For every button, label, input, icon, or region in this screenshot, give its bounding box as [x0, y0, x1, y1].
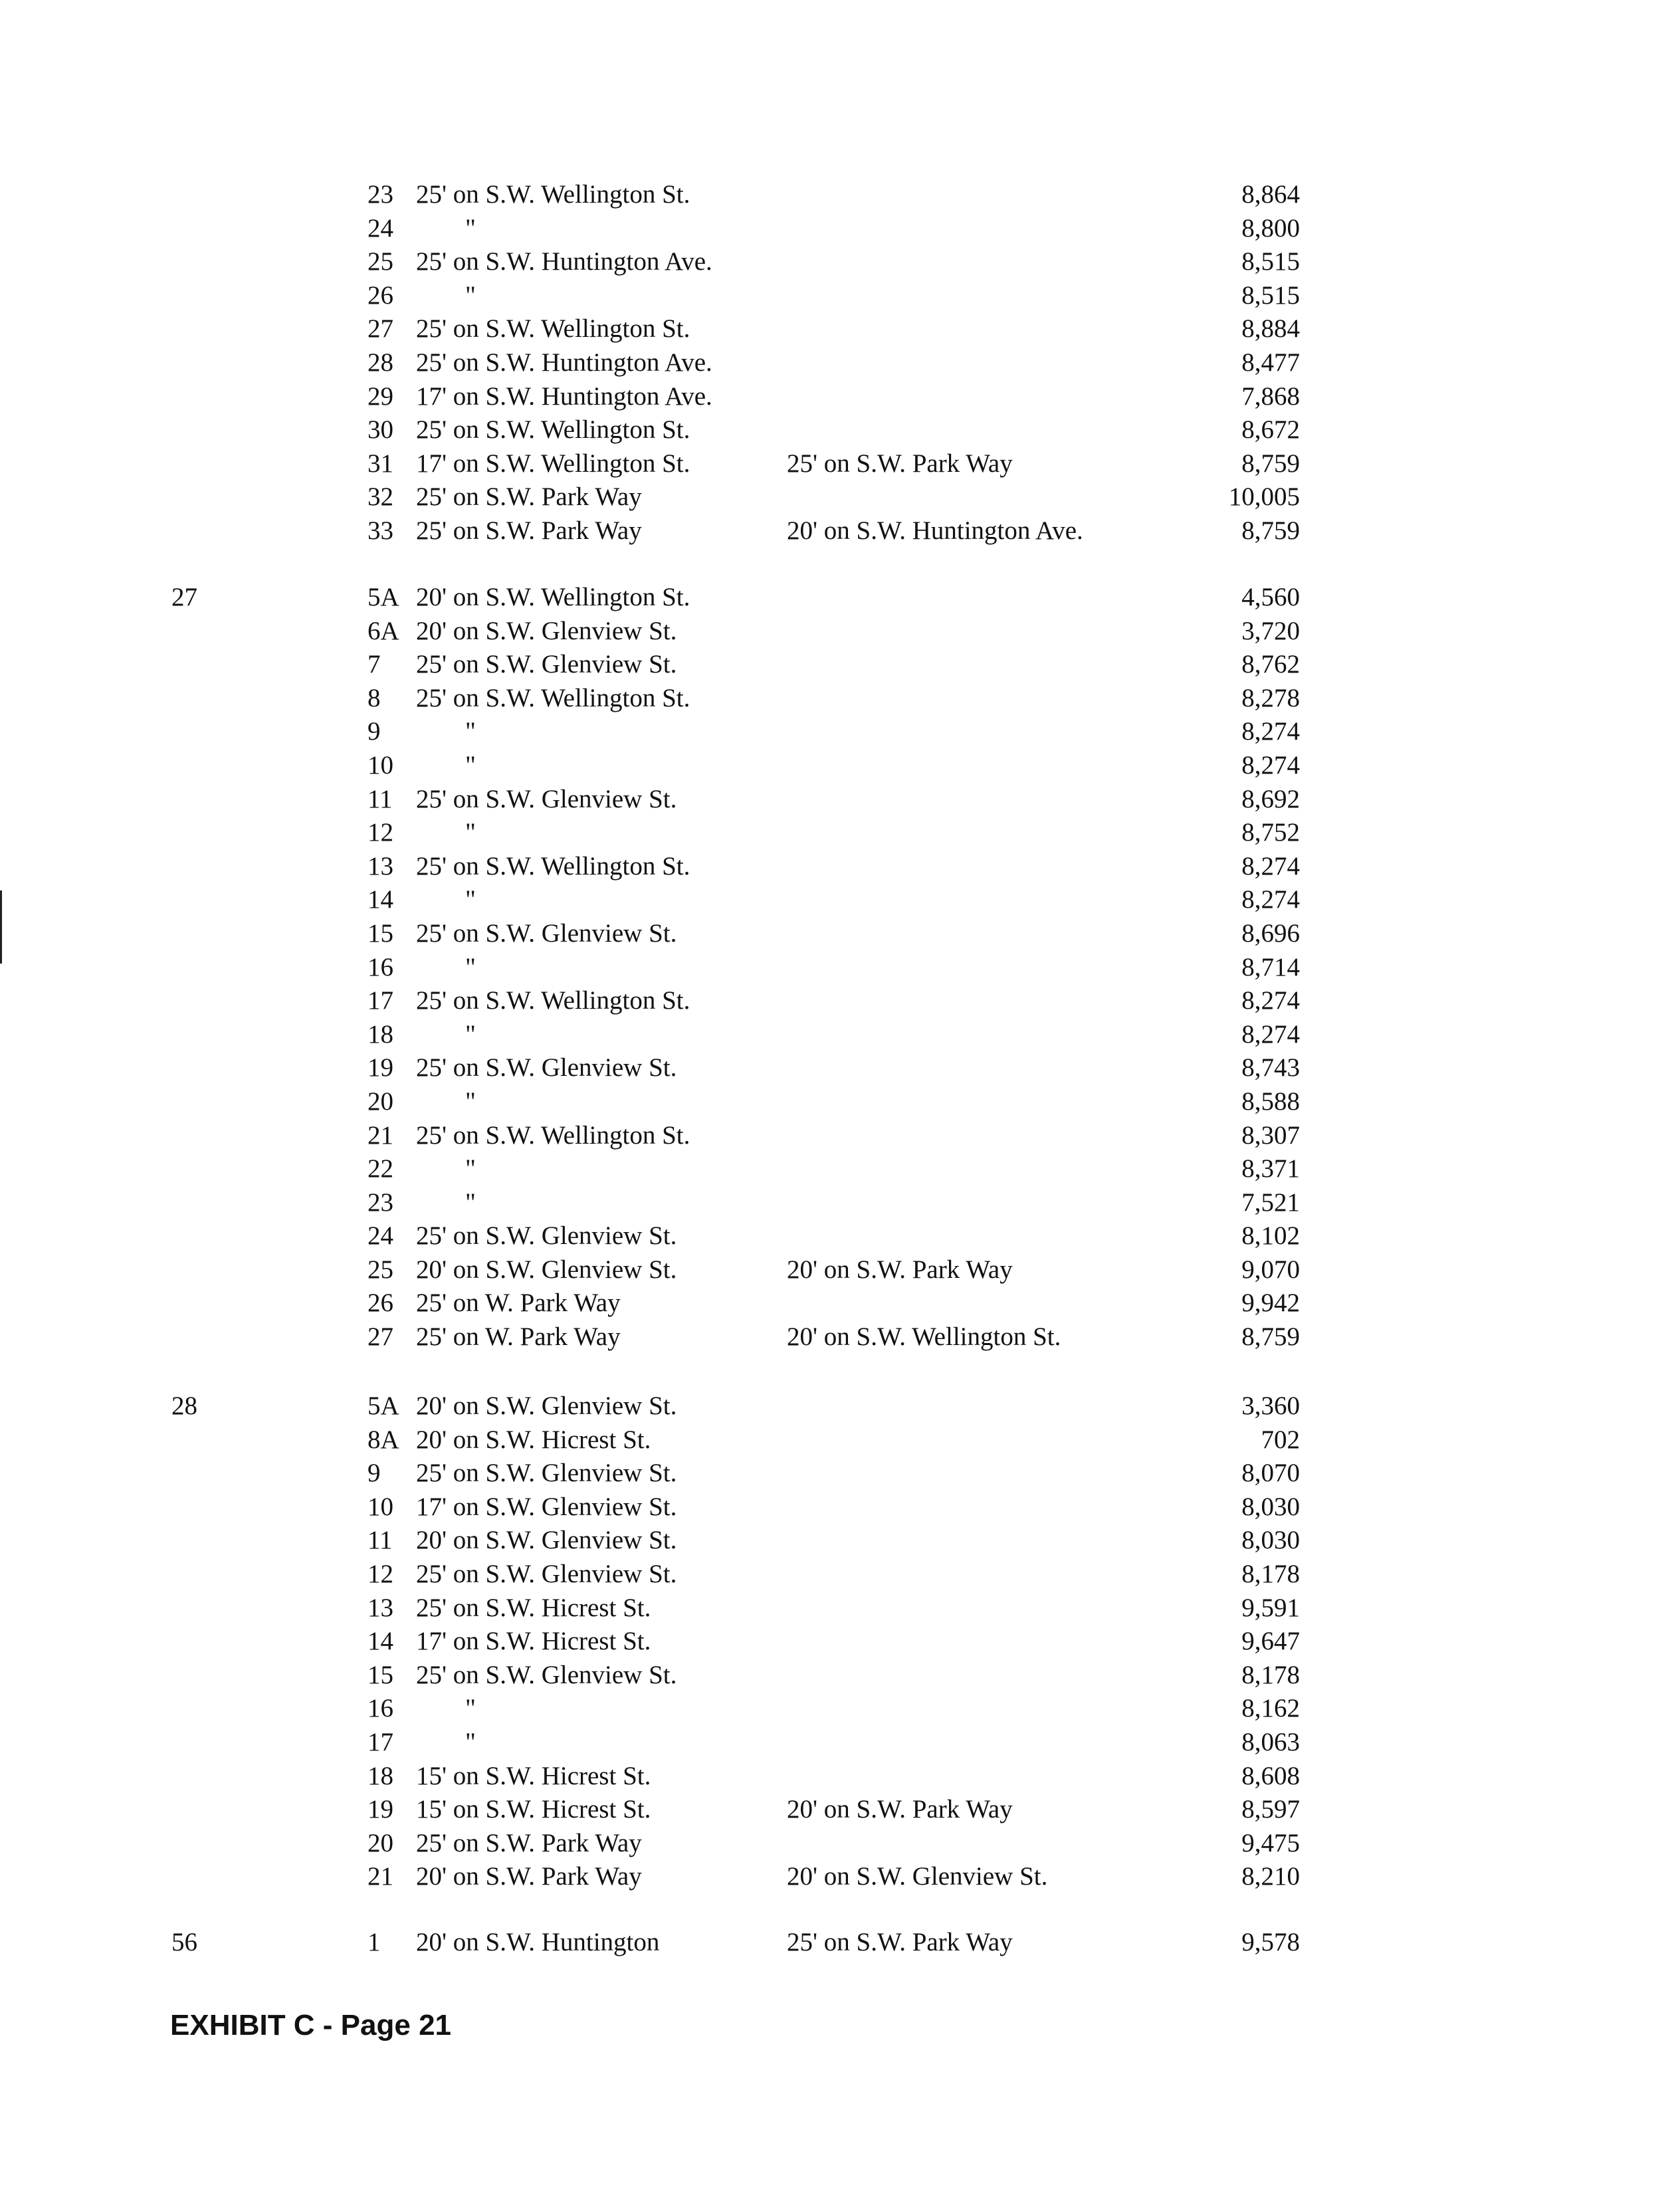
lot-area: 8,762: [1241, 650, 1300, 679]
lot-area: 8,515: [1241, 280, 1300, 310]
table-row: [0, 984, 1680, 1018]
frontage-primary: 25' on W. Park Way: [416, 1322, 621, 1352]
lot-number: 33: [368, 516, 393, 545]
page-footer: EXHIBIT C - Page 21: [170, 2009, 452, 2041]
frontage-primary: ": [465, 885, 476, 914]
lot-area: 8,162: [1241, 1694, 1300, 1723]
lot-area: 8,692: [1241, 784, 1300, 813]
frontage-primary: 17' on S.W. Huntington Ave.: [416, 381, 712, 411]
lot-number: 26: [368, 1289, 393, 1318]
lot-number: 14: [368, 1627, 393, 1656]
lot-number: 32: [368, 482, 393, 512]
frontage-primary: 25' on S.W. Hicrest St.: [416, 1593, 651, 1622]
frontage-primary: 25' on S.W. Wellington St.: [416, 986, 690, 1015]
lot-number: 20: [368, 1087, 393, 1116]
table-row: [0, 212, 1680, 246]
frontage-primary: ": [465, 213, 476, 243]
lot-rows: [0, 581, 1680, 1354]
lot-area: 8,759: [1241, 1322, 1300, 1352]
frontage-primary: 25' on S.W. Wellington St.: [416, 683, 690, 712]
table-row: [0, 1152, 1680, 1186]
frontage-primary: 25' on S.W. Huntington Ave.: [416, 348, 712, 377]
table-row: [0, 1320, 1680, 1354]
frontage-primary: 25' on S.W. Wellington St.: [416, 314, 690, 344]
lot-number: 5A: [368, 1392, 399, 1420]
lot-number: 29: [368, 381, 393, 411]
lot-area: 8,759: [1241, 516, 1300, 545]
frontage-primary: ": [465, 717, 476, 746]
lot-number: 19: [368, 1795, 393, 1824]
table-row: [0, 1491, 1680, 1524]
lot-number: 17: [368, 986, 393, 1015]
lot-area: 8,274: [1241, 851, 1300, 881]
lot-rows: [0, 1926, 1680, 1960]
lot-area: 8,371: [1241, 1154, 1300, 1184]
frontage-primary: 17' on S.W. Glenview St.: [416, 1492, 677, 1521]
frontage-primary: ": [465, 1019, 476, 1049]
table-row: [0, 1423, 1680, 1457]
lot-number: 5A: [368, 583, 399, 611]
table-row: [0, 1692, 1680, 1726]
lot-rows: [0, 178, 1680, 548]
lot-number: 13: [368, 851, 393, 881]
table-row: [0, 1625, 1680, 1659]
frontage-primary: 20' on S.W. Glenview St.: [416, 1255, 677, 1284]
table-row: [0, 783, 1680, 817]
lot-number: 25: [368, 247, 393, 276]
table-row: [0, 1926, 1680, 1960]
frontage-secondary: 20' on S.W. Park Way: [787, 1255, 1013, 1284]
table-row: [0, 447, 1680, 481]
lot-number: 1: [368, 1928, 381, 1956]
frontage-secondary: 20' on S.W. Wellington St.: [787, 1322, 1061, 1352]
table-row: [0, 1558, 1680, 1592]
frontage-primary: 17' on S.W. Wellington St.: [416, 449, 690, 478]
frontage-primary: 20' on S.W. Glenview St.: [416, 616, 677, 645]
lot-area: 8,178: [1241, 1559, 1300, 1588]
frontage-primary: ": [465, 280, 476, 310]
lot-number: 21: [368, 1862, 393, 1891]
frontage-primary: ": [465, 750, 476, 780]
frontage-secondary: 25' on S.W. Park Way: [787, 1928, 1013, 1956]
table-row: [0, 346, 1680, 380]
table-row: [0, 245, 1680, 279]
lot-area: 8,030: [1241, 1492, 1300, 1521]
frontage-primary: 20' on S.W. Huntington: [416, 1928, 660, 1956]
lot-number: 7: [368, 650, 381, 679]
table-row: [0, 1390, 1680, 1423]
lot-number: 20: [368, 1828, 393, 1857]
table-row: [0, 1524, 1680, 1558]
lot-number: 12: [368, 818, 393, 847]
frontage-primary: 25' on S.W. Glenview St.: [416, 918, 677, 948]
lot-area: 10,005: [1228, 482, 1300, 512]
table-row: [0, 682, 1680, 716]
frontage-primary: 25' on S.W. Park Way: [416, 482, 642, 512]
frontage-primary: 20' on S.W. Hicrest St.: [416, 1425, 651, 1454]
lot-number: 11: [368, 1526, 393, 1555]
lot-area: 8,477: [1241, 348, 1300, 377]
lot-number: 16: [368, 1694, 393, 1723]
frontage-secondary: 25' on S.W. Park Way: [787, 449, 1013, 478]
table-row: [0, 1793, 1680, 1827]
lot-number: 24: [368, 213, 393, 243]
lot-area: 8,178: [1241, 1660, 1300, 1689]
lot-number: 15: [368, 1660, 393, 1689]
table-row: [0, 178, 1680, 212]
block-number: 28: [171, 1392, 197, 1420]
lot-number: 6A: [368, 616, 399, 645]
lot-area: 8,864: [1241, 180, 1300, 209]
frontage-primary: 25' on S.W. Glenview St.: [416, 1559, 677, 1588]
lot-area: 8,274: [1241, 1019, 1300, 1049]
lot-number: 8: [368, 683, 381, 712]
frontage-primary: ": [465, 1188, 476, 1217]
lot-number: 17: [368, 1727, 393, 1756]
table-row: [0, 1085, 1680, 1119]
frontage-primary: 20' on S.W. Glenview St.: [416, 1526, 677, 1555]
block-number: 56: [171, 1928, 197, 1956]
lot-number: 10: [368, 1492, 393, 1521]
lot-number: 23: [368, 1188, 393, 1217]
lot-area: 8,274: [1241, 717, 1300, 746]
table-row: [0, 480, 1680, 514]
lot-number: 10: [368, 750, 393, 780]
lot-area: 8,515: [1241, 247, 1300, 276]
frontage-primary: 20' on S.W. Wellington St.: [416, 583, 690, 611]
frontage-secondary: 20' on S.W. Huntington Ave.: [787, 516, 1083, 545]
frontage-primary: ": [465, 818, 476, 847]
lot-area: 8,597: [1241, 1795, 1300, 1824]
lot-area: 8,696: [1241, 918, 1300, 948]
table-row: [0, 1018, 1680, 1052]
table-row: [0, 1827, 1680, 1861]
lot-number: 13: [368, 1593, 393, 1622]
frontage-primary: 15' on S.W. Hicrest St.: [416, 1795, 651, 1824]
lot-area: 8,608: [1241, 1761, 1300, 1790]
table-row: [0, 1860, 1680, 1894]
frontage-secondary: 20' on S.W. Park Way: [787, 1795, 1013, 1824]
lot-number: 12: [368, 1559, 393, 1588]
lot-area: 8,714: [1241, 952, 1300, 982]
lot-number: 21: [368, 1120, 393, 1150]
frontage-primary: 25' on S.W. Wellington St.: [416, 851, 690, 881]
table-row: [0, 1592, 1680, 1625]
lot-area: 8,278: [1241, 683, 1300, 712]
lot-area: 8,210: [1241, 1862, 1300, 1891]
lot-number: 31: [368, 449, 393, 478]
table-row: [0, 1051, 1680, 1085]
lot-area: 9,647: [1241, 1627, 1300, 1656]
table-row: [0, 1726, 1680, 1760]
lot-area: 8,063: [1241, 1727, 1300, 1756]
table-row: [0, 715, 1680, 749]
frontage-primary: ": [465, 1694, 476, 1723]
lot-area: 8,070: [1241, 1459, 1300, 1488]
frontage-primary: 25' on S.W. Glenview St.: [416, 650, 677, 679]
table-row: [0, 883, 1680, 917]
frontage-primary: 17' on S.W. Hicrest St.: [416, 1627, 651, 1656]
lot-number: 9: [368, 1459, 381, 1488]
lot-area: 9,942: [1241, 1289, 1300, 1318]
lot-area: 8,307: [1241, 1120, 1300, 1150]
table-row: [0, 1219, 1680, 1253]
frontage-primary: 25' on S.W. Wellington St.: [416, 415, 690, 445]
frontage-primary: 25' on S.W. Glenview St.: [416, 784, 677, 813]
table-row: [0, 312, 1680, 346]
lot-number: 18: [368, 1761, 393, 1790]
block-number: 27: [171, 583, 197, 611]
table-row: [0, 1659, 1680, 1693]
lot-number: 27: [368, 314, 393, 344]
frontage-primary: 15' on S.W. Hicrest St.: [416, 1761, 651, 1790]
lot-area: 8,759: [1241, 449, 1300, 478]
lot-area: 8,672: [1241, 415, 1300, 445]
lot-number: 30: [368, 415, 393, 445]
frontage-primary: 25' on S.W. Glenview St.: [416, 1053, 677, 1083]
lot-number: 26: [368, 280, 393, 310]
frontage-primary: 20' on S.W. Glenview St.: [416, 1392, 677, 1420]
lot-area: 9,070: [1241, 1255, 1300, 1284]
lot-number: 15: [368, 918, 393, 948]
lot-area: 9,591: [1241, 1593, 1300, 1622]
table-row: [0, 1287, 1680, 1320]
frontage-primary: 25' on S.W. Glenview St.: [416, 1221, 677, 1251]
lot-area: 4,560: [1241, 583, 1300, 611]
lot-number: 23: [368, 180, 393, 209]
lot-number: 14: [368, 885, 393, 914]
frontage-primary: 20' on S.W. Park Way: [416, 1862, 642, 1891]
lot-number: 24: [368, 1221, 393, 1251]
lot-rows: [0, 1390, 1680, 1894]
lot-area: 3,720: [1241, 616, 1300, 645]
lot-area: 8,274: [1241, 885, 1300, 914]
table-row: [0, 279, 1680, 313]
lot-number: 22: [368, 1154, 393, 1184]
lot-number: 27: [368, 1322, 393, 1352]
frontage-primary: ": [465, 1087, 476, 1116]
lot-area: 8,274: [1241, 986, 1300, 1015]
frontage-primary: ": [465, 952, 476, 982]
lot-area: 8,274: [1241, 750, 1300, 780]
frontage-primary: 25' on S.W. Glenview St.: [416, 1459, 677, 1488]
lot-area: 8,752: [1241, 818, 1300, 847]
table-row: [0, 514, 1680, 548]
frontage-primary: 25' on S.W. Wellington St.: [416, 180, 690, 209]
table-row: [0, 615, 1680, 649]
lot-number: 19: [368, 1053, 393, 1083]
scan-edge-mark: [0, 890, 2, 964]
frontage-primary: 25' on S.W. Park Way: [416, 516, 642, 545]
table-row: [0, 1253, 1680, 1287]
table-row: [0, 413, 1680, 447]
table-row: [0, 648, 1680, 682]
frontage-primary: 25' on S.W. Huntington Ave.: [416, 247, 712, 276]
lot-area: 9,475: [1241, 1828, 1300, 1857]
frontage-primary: 25' on S.W. Park Way: [416, 1828, 642, 1857]
lot-number: 9: [368, 717, 381, 746]
lot-area: 7,521: [1241, 1188, 1300, 1217]
table-row: [0, 816, 1680, 850]
lot-area: 7,868: [1241, 381, 1300, 411]
frontage-primary: 25' on S.W. Glenview St.: [416, 1660, 677, 1689]
lot-area: 8,102: [1241, 1221, 1300, 1251]
table-row: [0, 1186, 1680, 1220]
lot-area: 8,030: [1241, 1526, 1300, 1555]
frontage-secondary: 20' on S.W. Glenview St.: [787, 1862, 1048, 1891]
frontage-primary: ": [465, 1154, 476, 1184]
table-row: [0, 1760, 1680, 1794]
lot-number: 11: [368, 784, 393, 813]
frontage-primary: 25' on S.W. Wellington St.: [416, 1120, 690, 1150]
lot-area: 8,588: [1241, 1087, 1300, 1116]
table-row: [0, 1119, 1680, 1153]
lot-area: 9,578: [1241, 1928, 1300, 1956]
table-row: [0, 951, 1680, 985]
table-row: [0, 917, 1680, 951]
lot-number: 8A: [368, 1425, 399, 1454]
table-row: [0, 380, 1680, 414]
table-row: [0, 1457, 1680, 1491]
table-row: [0, 850, 1680, 884]
lot-area: 8,884: [1241, 314, 1300, 344]
lot-area: 702: [1261, 1425, 1300, 1454]
table-row: [0, 581, 1680, 615]
lot-area: 8,800: [1241, 213, 1300, 243]
frontage-primary: 25' on W. Park Way: [416, 1289, 621, 1318]
lot-number: 25: [368, 1255, 393, 1284]
lot-number: 16: [368, 952, 393, 982]
frontage-primary: ": [465, 1727, 476, 1756]
lot-area: 3,360: [1241, 1392, 1300, 1420]
lot-area: 8,743: [1241, 1053, 1300, 1083]
table-row: [0, 749, 1680, 783]
lot-number: 28: [368, 348, 393, 377]
lot-number: 18: [368, 1019, 393, 1049]
